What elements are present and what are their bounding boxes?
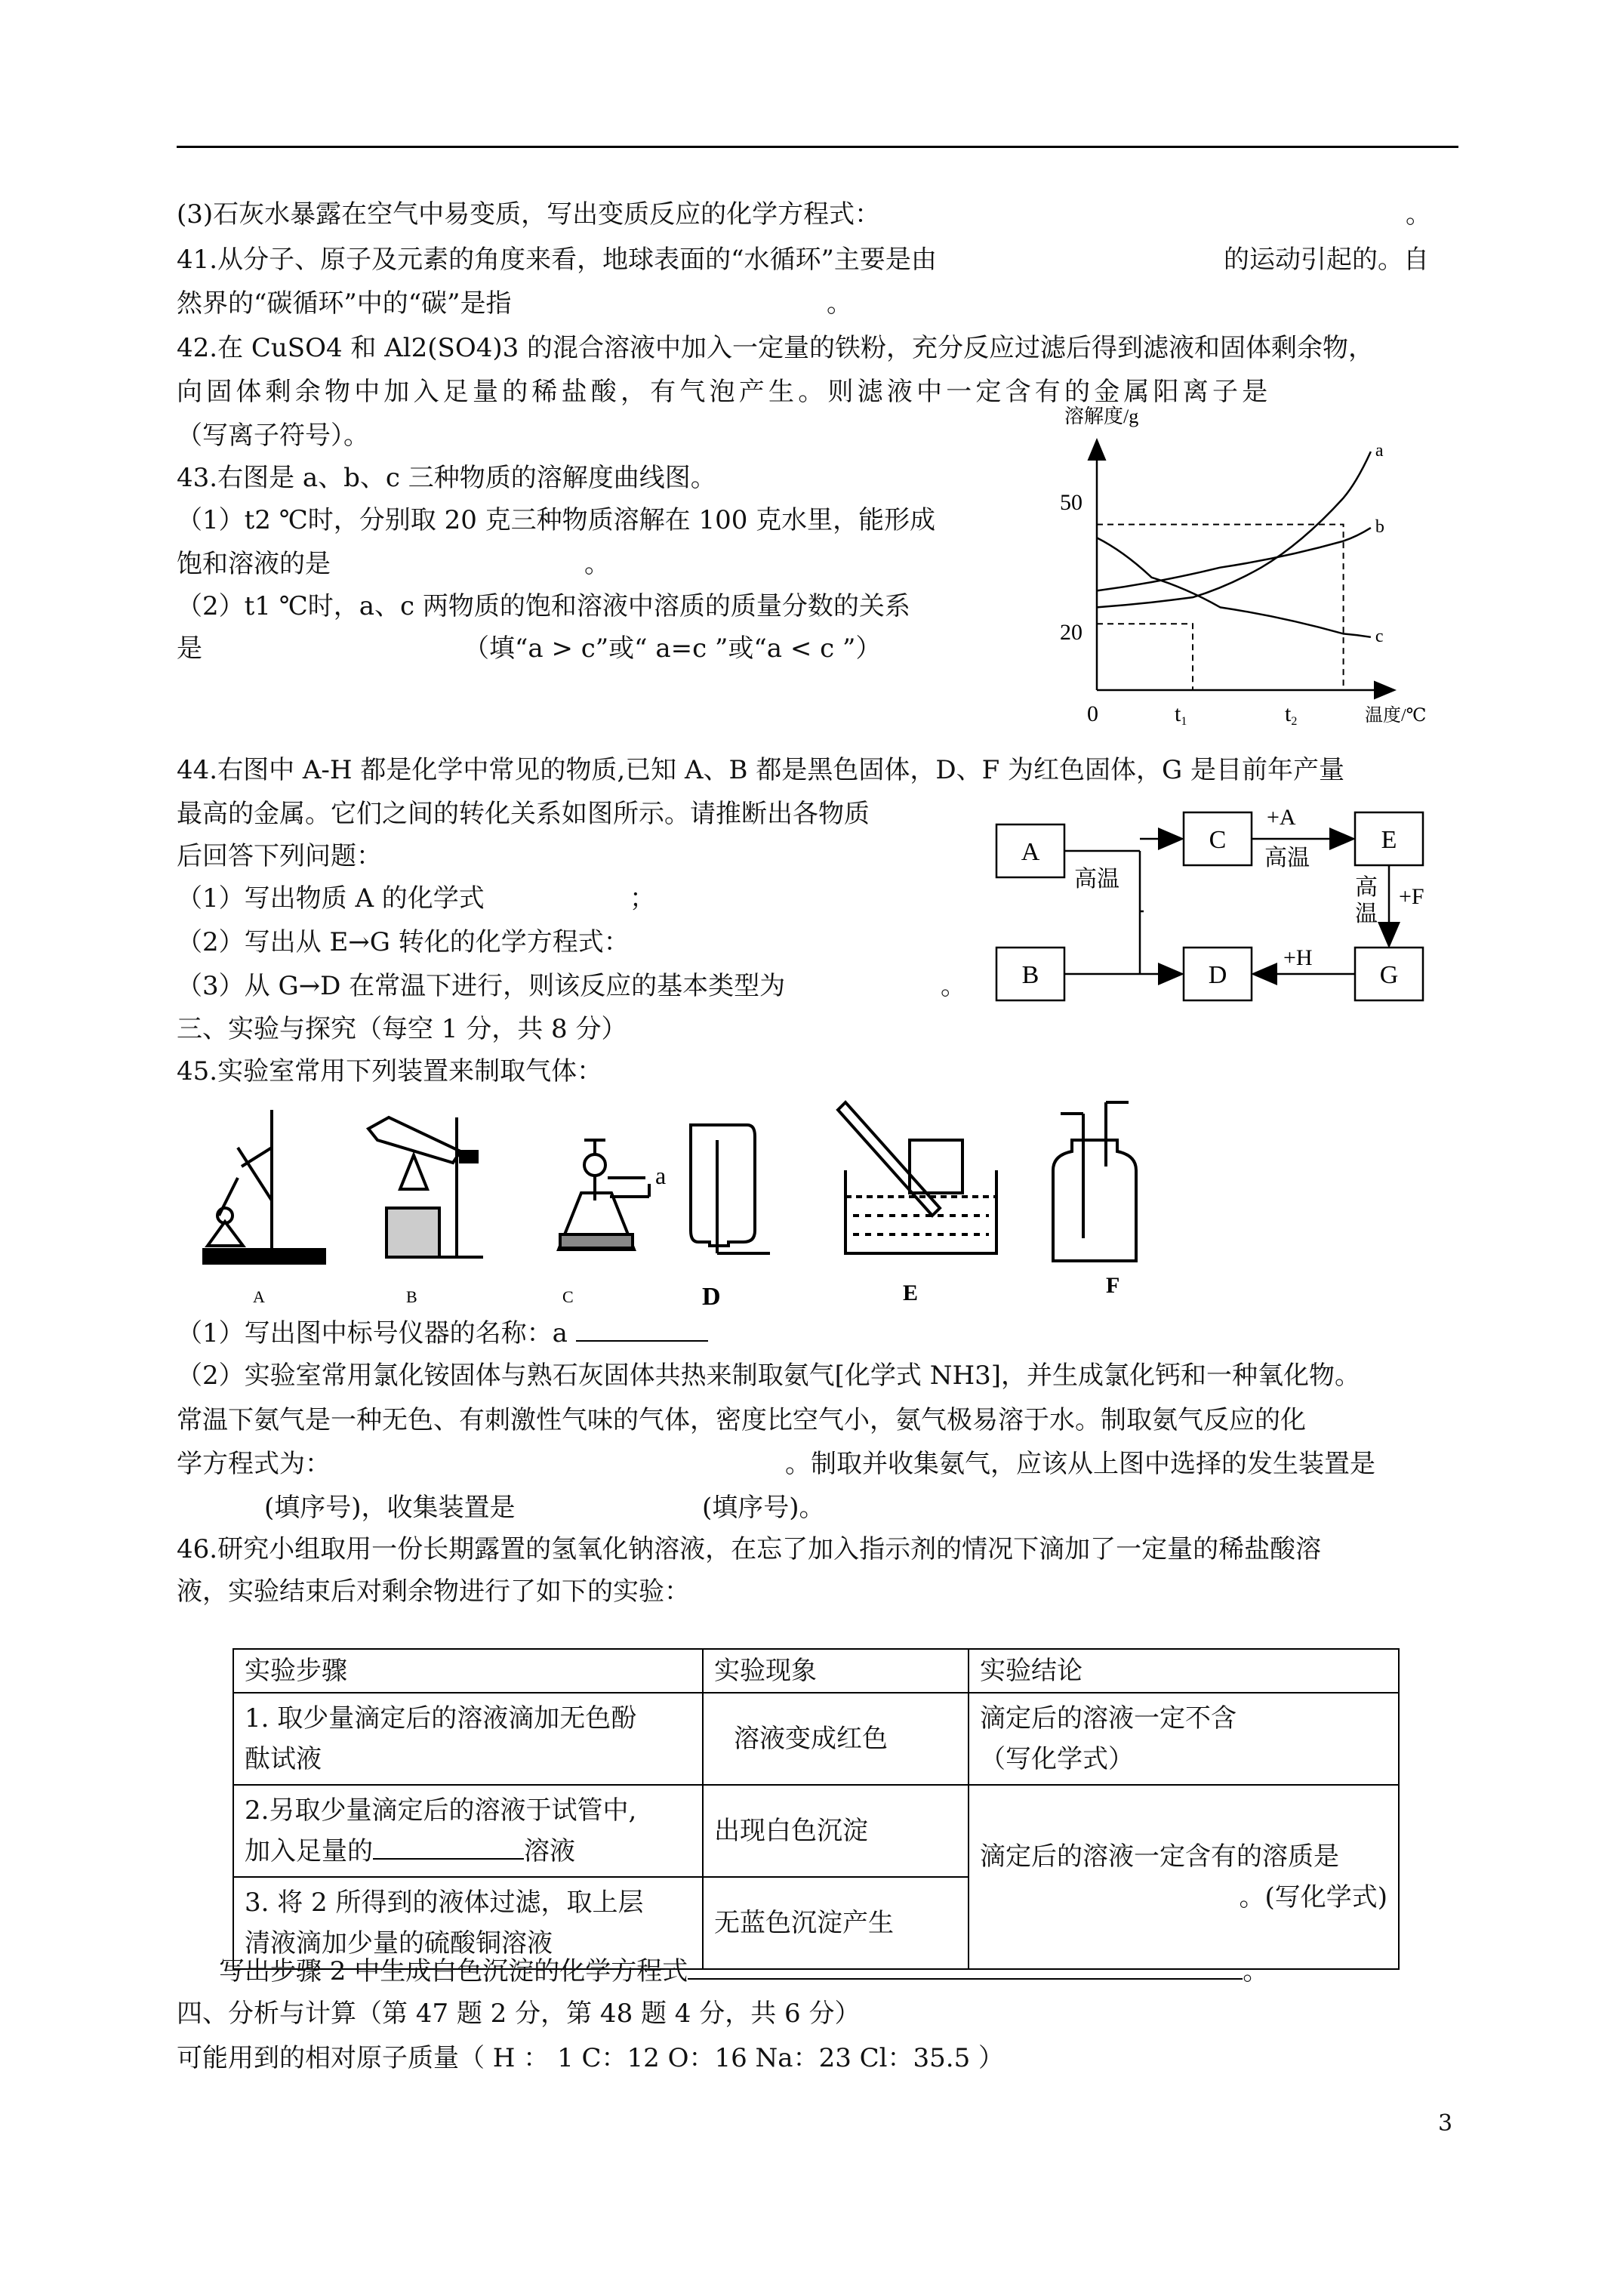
table-cell: 溶液变成红色	[703, 1693, 969, 1785]
text: （填“a > c”或“ a=c ”或“a < c ”）	[463, 633, 882, 664]
q44-line3: 后回答下列问题：	[177, 841, 382, 871]
answer-blank[interactable]	[688, 1955, 1243, 1980]
q43: 43.右图是 a、b、c 三种物质的溶解度曲线图。	[177, 463, 716, 493]
q43-1-line2	[177, 547, 610, 581]
table-cell: 出现白色沉淀	[703, 1785, 969, 1877]
q43-2-line2	[177, 632, 882, 665]
label-C: C	[562, 1287, 574, 1306]
label-D: D	[702, 1283, 721, 1311]
curve-label-c: c	[1375, 626, 1384, 646]
cell-text: 清液滴加少量的硫酸铜溶液	[245, 1928, 553, 1959]
origin-label: 0	[1087, 701, 1098, 726]
apparatus-B	[368, 1117, 483, 1257]
cell-text: （写化学式）	[980, 1744, 1134, 1774]
conversion-diagram	[981, 793, 1449, 1012]
q41-line2	[177, 287, 852, 320]
x-tick-t1: t1	[1175, 701, 1187, 728]
node-A-label: A	[1021, 838, 1040, 866]
atomic-masses: 可能用到的相对原子质量（ H ： 1 C：12 O：16 Na：23 Cl：35.5 ）	[177, 2043, 1005, 2073]
text: 。制取并收集氨气，应该从上图中选择的发生装置是	[785, 1449, 1375, 1479]
header-cell: 实验现象	[703, 1649, 969, 1693]
table-cell	[233, 1785, 703, 1877]
cell-text: 溶液	[524, 1836, 575, 1866]
label-E: E	[903, 1281, 919, 1305]
y-axis-label: 溶解度/g	[1064, 405, 1139, 427]
apparatus-F	[1053, 1102, 1136, 1261]
apparatus-C	[559, 1140, 649, 1250]
q45: 45.实验室常用下列装置来制取气体：	[177, 1056, 603, 1086]
q43-1-line1: （1）t2 ℃时，分别取 20 克三种物质溶解在 100 克水里，能形成	[177, 505, 936, 535]
table-cell: 无蓝色沉淀产生	[703, 1877, 969, 1969]
node-G-label: G	[1379, 961, 1399, 989]
text: 。	[941, 971, 966, 1001]
solubility-chart	[1049, 400, 1442, 736]
answer-blank[interactable]	[576, 1318, 708, 1342]
q43-2-line1: （2）t1 ℃时，a、c 两物质的饱和溶液中溶质的质量分数的关系	[177, 591, 910, 621]
label-gaowen2: 高温	[1264, 846, 1310, 871]
section-3: 三、实验与探究（每空 1 分，共 8 分）	[177, 1014, 627, 1044]
label-gaowen1: 高温	[1074, 867, 1119, 892]
curve-label-a: a	[1375, 441, 1384, 461]
label-gaowen-v2: 温	[1355, 901, 1378, 926]
text: 写出步骤 2 中生成白色沉淀的化学方程式	[219, 1956, 688, 1986]
q42-line2: 向固体剩余物中加入足量的稀盐酸，有气泡产生。则滤液中一定含有的金属阳离子是	[177, 377, 1272, 407]
text: ；	[630, 883, 655, 914]
table-cell	[233, 1693, 703, 1785]
cell-text: 滴定后的溶液一定不含	[980, 1703, 1236, 1734]
curve-label-b: b	[1375, 517, 1384, 538]
q45-1	[177, 1317, 708, 1350]
q45-2-line3	[177, 1447, 1375, 1481]
text: （1）写出图中标号仪器的名称：a	[177, 1318, 568, 1348]
text: 是	[177, 633, 202, 664]
table-cell	[969, 1785, 1399, 1969]
text: 41.从分子、原子及元素的角度来看，地球表面的“水循环”主要是由	[177, 245, 937, 275]
table-row	[233, 1785, 1399, 1877]
y-tick-20: 20	[1060, 620, 1083, 645]
text: (3)石灰水暴露在空气中易变质，写出变质反应的化学方程式：	[177, 199, 881, 230]
q44-2: （2）写出从 E→G 转化的化学方程式：	[177, 927, 630, 957]
label-gaowen-v1: 高	[1355, 875, 1378, 900]
apparatus-E	[838, 1102, 996, 1253]
text: （1）写出物质 A 的化学式	[177, 883, 485, 914]
label-A: A	[253, 1287, 265, 1306]
label-F: F	[1106, 1273, 1120, 1298]
q46-line1: 46.研究小组取用一份长期露置的氢氧化钠溶液，在忘了加入指示剂的情况下滴加了一定量的稀盐酸溶	[177, 1534, 1322, 1564]
apparatus-figure	[196, 1095, 1208, 1314]
q41-line1	[177, 243, 1429, 276]
q45-2-line4	[264, 1491, 825, 1524]
page-number: 3	[1438, 2110, 1453, 2137]
text: 的运动引起的。自	[1224, 245, 1429, 275]
cell-text: 滴定后的溶液一定含有的溶质是	[980, 1841, 1339, 1872]
line-3	[177, 198, 1431, 231]
text: 。	[827, 288, 852, 319]
q46-line2: 液，实验结束后对剩余物进行了如下的实验：	[177, 1576, 690, 1607]
apparatus-D	[691, 1125, 770, 1253]
text: 。	[1243, 1956, 1269, 1986]
text: （3）从 G→D 在常温下进行，则该反应的基本类型为	[177, 971, 786, 1001]
q44-line2: 最高的金属。它们之间的转化关系如图所示。请推断出各物质	[177, 799, 870, 829]
text: 。	[1406, 199, 1431, 230]
cell-text: 酞试液	[245, 1744, 322, 1774]
section-4: 四、分析与计算（第 47 题 2 分，第 48 题 4 分，共 6 分）	[177, 1999, 861, 2029]
q45-2-line1: （2）实验室常用氯化铵固体与熟石灰固体共热来制取氨气[化学式 NH3]，并生成氯化钙和一种氧化物。	[177, 1361, 1360, 1391]
header-cell: 实验步骤	[233, 1649, 703, 1693]
text: 学方程式为：	[177, 1449, 331, 1479]
mark-a: a	[655, 1162, 667, 1189]
text: (填序号)。	[702, 1493, 825, 1523]
cell-text: 1. 取少量滴定后的溶液滴加无色酚	[245, 1703, 637, 1734]
q44-line1: 44.右图中 A-H 都是化学中常见的物质,已知 A、B 都是黑色固体，D、F 为红色固体，G 是目前年产量	[177, 755, 1344, 785]
table-cell	[969, 1693, 1399, 1785]
label-B: B	[406, 1287, 417, 1306]
guide-20-t1	[1097, 624, 1193, 690]
node-E-label: E	[1381, 826, 1397, 854]
node-D-label: D	[1208, 961, 1227, 989]
text: (填序号)，收集装置是	[264, 1493, 516, 1523]
node-B-label: B	[1021, 961, 1039, 989]
apparatus-A	[204, 1110, 325, 1263]
cell-text: 加入足量的	[245, 1836, 373, 1866]
q44-3	[177, 969, 966, 1003]
answer-blank[interactable]	[373, 1835, 524, 1860]
cell-text: 2.另取少量滴定后的溶液于试管中,	[245, 1795, 637, 1826]
table-row	[233, 1693, 1399, 1785]
label-plusA: +A	[1267, 805, 1296, 830]
text: 然界的“碳循环”中的“碳”是指	[177, 288, 512, 319]
q45-2-line2: 常温下氨气是一种无色、有刺激性气味的气体，密度比空气小，氨气极易溶于水。制取氨气反应的化	[177, 1405, 1306, 1435]
q44-1	[177, 882, 655, 915]
text: 饱和溶液的是	[177, 549, 331, 579]
label-plusF: +F	[1399, 884, 1424, 909]
cell-text: 3. 将 2 所得到的液体过滤，取上层	[245, 1888, 644, 1918]
experiment-table	[233, 1648, 1400, 1970]
table-header-row	[233, 1649, 1399, 1693]
header-rule	[177, 146, 1458, 148]
y-tick-50: 50	[1060, 490, 1083, 515]
label-plusH: +H	[1283, 945, 1313, 970]
text: 。	[584, 549, 610, 579]
node-C-label: C	[1209, 826, 1227, 854]
x-tick-t2: t2	[1285, 701, 1298, 728]
cell-text: 。(写化学式)	[1239, 1882, 1387, 1912]
q42-line1: 42.在 CuSO4 和 Al2(SO4)3 的混合溶液中加入一定量的铁粉，充分反应过滤后得到滤液和固体剩余物，	[177, 333, 1375, 363]
header-cell: 实验结论	[969, 1649, 1399, 1693]
curve-c	[1097, 538, 1371, 637]
q46-equation-line	[219, 1955, 1268, 1988]
q42-line3: （写离子符号）。	[177, 421, 369, 451]
x-axis-label: 温度/℃	[1365, 706, 1427, 726]
